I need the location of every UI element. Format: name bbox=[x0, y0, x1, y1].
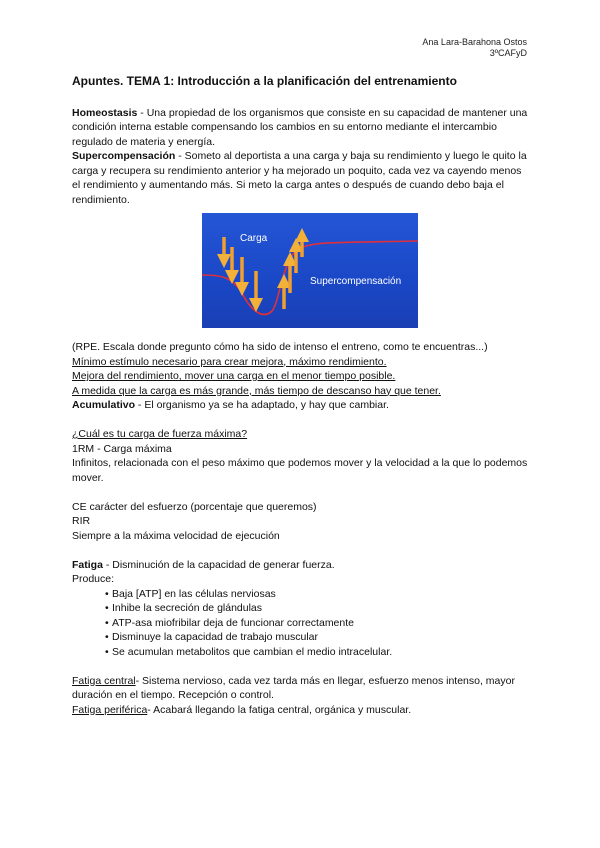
fatiga-effects-list bbox=[72, 587, 532, 660]
fatiga-periferica-paragraph bbox=[72, 703, 532, 718]
fatiga-paragraph bbox=[72, 558, 532, 573]
list-item: • ATP-asa miofribilar deja de funcionar correctamente bbox=[112, 616, 532, 631]
acumulativo-term: Acumulativo bbox=[72, 399, 136, 411]
fuerza-question bbox=[72, 427, 532, 442]
document-body bbox=[72, 74, 532, 717]
figure-label-carga: Carga bbox=[240, 233, 268, 244]
acumulativo-paragraph bbox=[72, 398, 532, 413]
supercompensacion-paragraph bbox=[72, 149, 532, 207]
rm-line: 1RM - Carga máxima bbox=[72, 442, 172, 455]
infinitos-paragraph: Infinitos, relacionada con el peso máximo que podemos mover y la velocidad a la que lo podemos mover. bbox=[72, 457, 528, 484]
fatiga-periferica-term: Fatiga periférica bbox=[72, 703, 148, 716]
supercompensacion-text: - Someto al deportista a una carga y baja su rendimiento y luego le quito la carga y recupera su rendimiento anterior y ha mejorado un poquito, cada vez va cayendo menos el rendimiento y aumentando más. Si meto la carga antes o después de cuando debo baja el rendimiento. bbox=[72, 150, 527, 206]
list-item: • Inhibe la secreción de glándulas bbox=[112, 601, 532, 616]
course-label: 3ºCAFyD bbox=[489, 48, 527, 58]
fatiga-term: Fatiga bbox=[72, 558, 103, 571]
principle-3-text: A medida que la carga es más grande, más tiempo de descanso hay que tener. bbox=[72, 384, 441, 397]
fatiga-central-text: - Sistema nervioso, cada vez tarda más en llegar, esfuerzo menos intenso, mayor duración en el tiempo. Recepción o control. bbox=[72, 674, 515, 701]
velocidad-line: Siempre a la máxima velocidad de ejecución bbox=[72, 529, 280, 542]
figure-label-supercompensacion: Supercompensación bbox=[310, 276, 402, 287]
fatiga-text: - Disminución de la capacidad de generar fuerza. bbox=[102, 558, 335, 571]
homeostasis-text: - Una propiedad de los organismos que consiste en su capacidad de mantener una condición interna estable compensando los cambios en su entorno mediante el intercambio regulado de materia y energía. bbox=[72, 106, 528, 148]
supercompensation-graph bbox=[202, 213, 418, 328]
list-item: • Se acumulan metabolitos que cambian el medio intracelular. bbox=[112, 645, 532, 660]
list-item: • Disminuye la capacidad de trabajo muscular bbox=[112, 630, 532, 645]
supercompensation-figure bbox=[202, 213, 418, 328]
supercompensacion-term: Supercompensación bbox=[72, 150, 176, 162]
fatiga-central-paragraph bbox=[72, 674, 532, 703]
fuerza-question-text: ¿Cuál es tu carga de fuerza máxima? bbox=[72, 428, 248, 440]
homeostasis-term: Homeostasis bbox=[72, 106, 138, 119]
rir-line: RIR bbox=[72, 515, 91, 527]
page-title: Apuntes. TEMA 1: Introducción a la planificación del entrenamiento bbox=[72, 74, 457, 88]
author-name: Ana Lara-Barahona Ostos bbox=[422, 37, 527, 47]
fatiga-central-term: Fatiga central bbox=[72, 674, 136, 687]
principle-1 bbox=[72, 355, 532, 370]
principle-2 bbox=[72, 369, 532, 384]
produce-label: Produce: bbox=[72, 573, 115, 585]
principle-3 bbox=[72, 384, 532, 399]
principle-1-text: Mínimo estímulo necesario para crear mejora, máximo rendimiento. bbox=[72, 355, 387, 368]
homeostasis-paragraph bbox=[72, 106, 532, 150]
rpe-note: (RPE. Escala donde pregunto cómo ha sido de intenso el entreno, como te encuentras...) bbox=[72, 341, 488, 353]
list-item: • Baja [ATP] en las células nerviosas bbox=[112, 587, 532, 602]
fatiga-periferica-text: - Acabará llegando la fatiga central, orgánica y muscular. bbox=[147, 703, 412, 716]
principle-2-text: Mejora del rendimiento, mover una carga en el menor tiempo posible. bbox=[72, 370, 396, 382]
ce-line: CE carácter del esfuerzo (porcentaje que queremos) bbox=[72, 500, 317, 513]
acumulativo-text: - El organismo ya se ha adaptado, y hay que cambiar. bbox=[135, 399, 389, 411]
author-header bbox=[422, 37, 527, 59]
